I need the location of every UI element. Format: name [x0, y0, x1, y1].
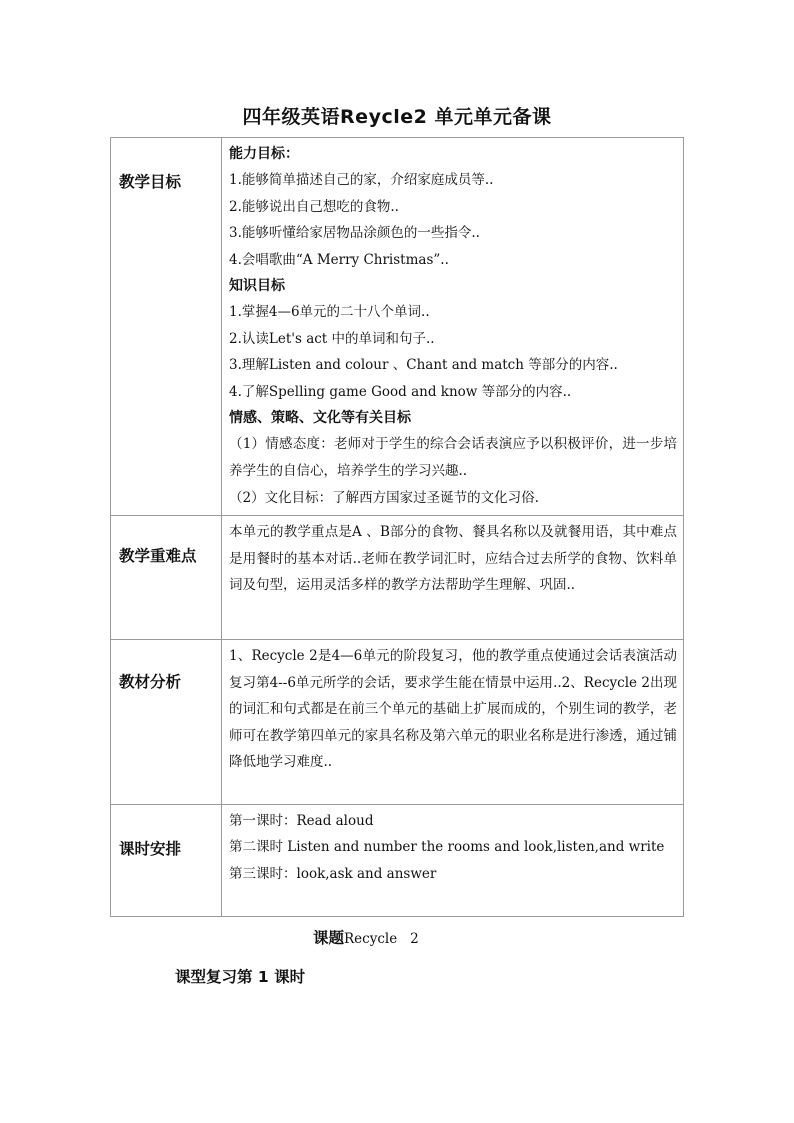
label-text: 教学重难点 — [119, 547, 197, 566]
emotion-item: （2）文化目标：了解西方国家过圣诞节的文化习俗. — [229, 489, 539, 506]
table-row-schedule — [111, 805, 684, 917]
knowledge-item: 3.理解Listen and colour 、Chant and match 等部分的内容.. — [229, 357, 618, 374]
row-label-goals — [111, 138, 222, 516]
table-row-key-points — [111, 516, 684, 640]
topic-label: 课题 — [313, 929, 345, 947]
label-text: 教学目标 — [119, 173, 182, 191]
key-points-content — [222, 516, 684, 640]
emotion-heading: 情感、策略、文化等有关目标 — [229, 410, 411, 427]
ability-item: 4.会唱歌曲“A Merry Christmas”.. — [229, 251, 449, 268]
table-row-analysis — [111, 640, 684, 805]
ability-item: 2.能够说出自己想吃的食物.. — [229, 198, 399, 215]
knowledge-item: 4.了解Spelling game Good and know 等部分的内容.. — [229, 383, 572, 400]
key-points-text: 本单元的教学重点是A 、B部分的食物、餐具名称以及就餐用语，其中难点是用餐时的基本对话..老师在教学词汇时，应结合过去所学的食物、饮料单词及句型，运用灵活多样的教学方法帮助学生理解、巩固.. — [229, 524, 677, 594]
topic-value: Recycle 2 — [344, 931, 419, 947]
goals-content — [222, 138, 684, 516]
ability-item: 3.能够听懂给家居物品涂颜色的一些指令.. — [229, 225, 480, 242]
knowledge-item: 1.掌握4—6单元的二十八个单词.. — [229, 304, 430, 321]
analysis-content — [222, 640, 684, 805]
analysis-text: 1、Recycle 2是4—6单元的阶段复习，他的教学重点使通过会话表演活动复习第4--6单元所学的会话，要求学生能在情景中运用..2、Recycle 2出现的词汇和句式都是在前三个单元的基础上扩展而成的，个别生词的教学，老师可在教学第四单元的家具名称及第六单元的职业名称是进行渗透，通过铺降低地学习难度.. — [229, 648, 677, 771]
topic-line — [313, 926, 419, 948]
document-title: 四年级英语Reycle2 单元单元备课 — [242, 106, 552, 128]
schedule-line: 第一课时：Read aloud — [229, 813, 374, 830]
lesson-plan-table — [110, 137, 684, 917]
schedule-line: 第二课时 Listen and number the rooms and look,listen,and write — [229, 839, 665, 856]
row-label-schedule — [111, 805, 222, 917]
row-label-key-points — [111, 516, 222, 640]
emotion-item: （1）情感态度：老师对于学生的综合会话表演应予以积极评价，进一步培养学生的自信心，培养学生的学习兴趣.. — [229, 436, 677, 480]
lesson-type-line: 课型复习第 1 课时 — [175, 968, 306, 986]
knowledge-item: 2.认读Let's act 中的单词和句子.. — [229, 330, 435, 347]
schedule-line: 第三课时：look,ask and answer — [229, 866, 437, 883]
table-row-goals — [111, 138, 684, 516]
label-text: 课时安排 — [119, 840, 182, 859]
label-text: 教材分析 — [119, 673, 182, 692]
knowledge-heading: 知识目标 — [229, 278, 285, 295]
row-label-analysis — [111, 640, 222, 805]
ability-heading: 能力目标： — [229, 146, 299, 162]
ability-item: 1.能够简单描述自己的家，介绍家庭成员等.. — [229, 172, 494, 189]
schedule-content — [222, 805, 684, 917]
